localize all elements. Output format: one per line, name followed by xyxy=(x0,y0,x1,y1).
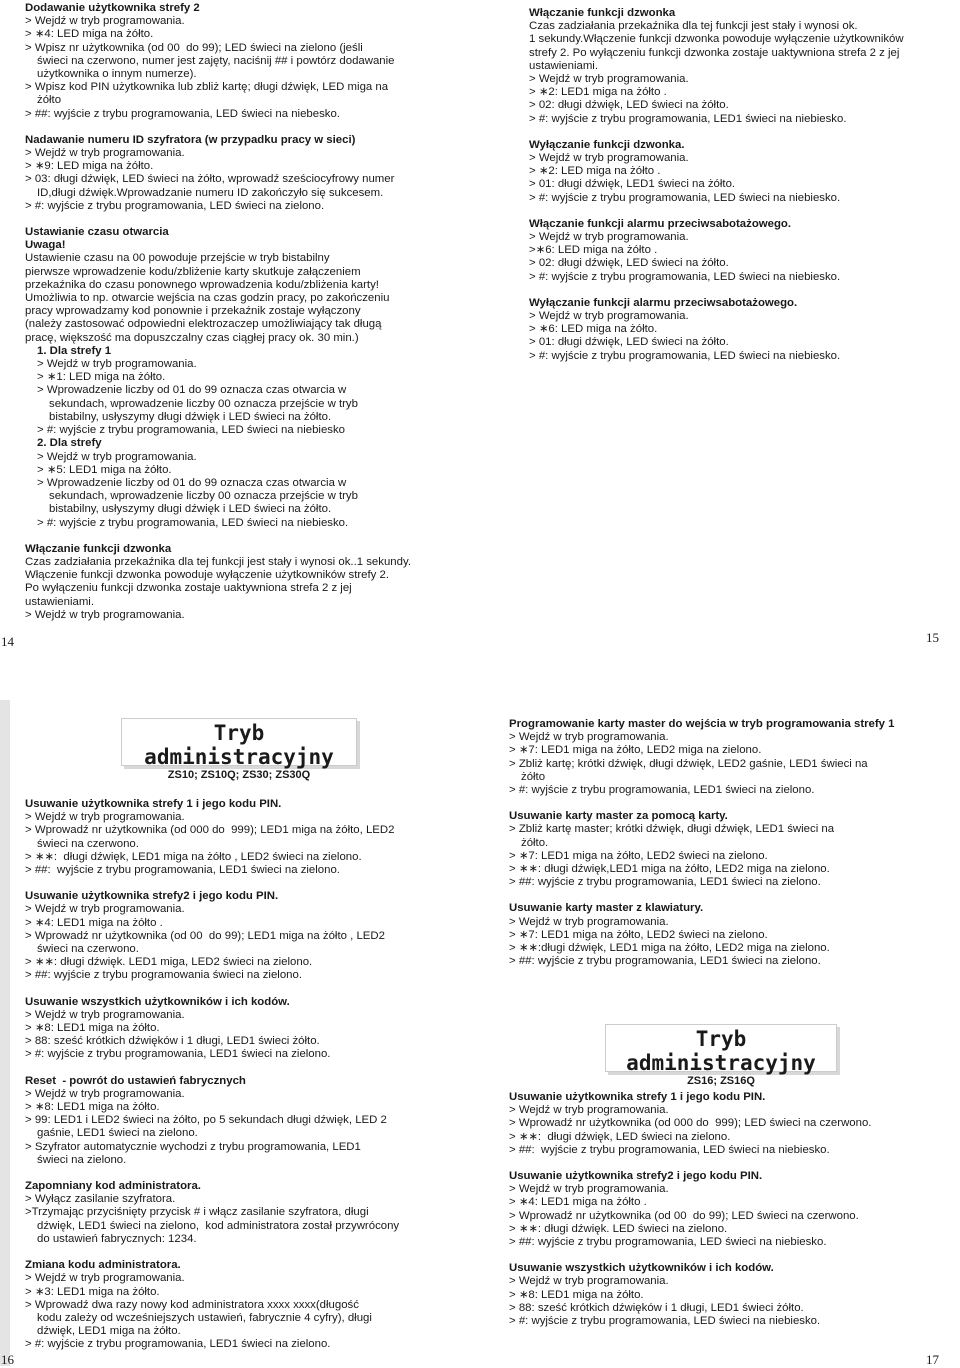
section-heading: Wyłączanie funkcji dzwonka. xyxy=(529,138,685,151)
text-line: gaśnie, LED1 świeci na zielono. xyxy=(37,1127,198,1140)
text-line: > ##: wyjście z trybu programowania, LED świeci na niebiesko. xyxy=(509,1143,830,1156)
section-heading: Wyłączanie funkcji alarmu przeciwsabotażowego. xyxy=(529,296,798,309)
text-line: > ∗∗: długi dźwięk. LED1 miga, LED2 świeci na zielono. xyxy=(25,956,313,969)
text-line: > ∗8: LED1 miga na żółto. xyxy=(509,1288,644,1301)
text-line: > ∗4: LED1 miga na żółto . xyxy=(25,916,163,929)
text-line: > Wprowadź dwa razy nowy kod administratora xxxx xxxx(długość xyxy=(25,1298,359,1311)
text-line: > ##: wyjście z trybu programowania, LED1 świeci na zielono. xyxy=(509,955,821,968)
section-heading: Usuwanie użytkownika strefy2 i jego kodu PIN. xyxy=(509,1170,763,1183)
text-line: > 88: sześć krótkich dźwięków i 1 długi, LED1 świeci żółto. xyxy=(509,1301,804,1314)
paragraph-gap xyxy=(25,213,465,226)
section-heading: Reset - powrót do ustawień fabrycznych xyxy=(25,1074,246,1087)
paragraph-gap xyxy=(25,877,475,890)
page-17-text-top xyxy=(509,718,954,968)
section-heading: 1. Dla strefy 1 xyxy=(37,344,112,357)
text-line: > Wprowadź nr użytkownika (od 000 do 999); LED1 miga na żółto, LED2 xyxy=(25,824,395,837)
text-line: strefy 2. Po wyłączeniu funkcji dzwonka zostaje uaktywniona strefa 2 z jej xyxy=(529,46,900,59)
text-line: > Wejdź w tryb programowania. xyxy=(25,1272,185,1285)
text-line: > 02: długi dźwięk, LED świeci na żółto. xyxy=(529,257,729,270)
text-line: ustawieniami. xyxy=(529,59,599,72)
text-line: > ∗5: LED1 miga na żółto. xyxy=(37,463,172,476)
section-heading: Zapomniany kod administratora. xyxy=(25,1180,201,1193)
section-heading: Włączanie funkcji alarmu przeciwsabotażowego. xyxy=(529,217,792,230)
text-line: > #: wyjście z trybu programowania, LED1 świeci na zielono. xyxy=(25,1048,331,1061)
text-line: > Wprowadź nr użytkownika (od 00 do 99); LED1 miga na żółto , LED2 xyxy=(25,929,385,942)
text-line: świeci na czerwono. xyxy=(37,837,139,850)
text-line: >Trzymając przyciśnięty przycisk # i włącz zasilanie szyfratora, długi xyxy=(25,1206,369,1219)
text-line: > 02: długi dźwięk, LED świeci na żółto. xyxy=(529,99,729,112)
text-line: > Zbliż kartę; krótki dźwięk, długi dźwięk, LED2 gaśnie, LED1 świeci na xyxy=(509,757,868,770)
text-line: świeci na zielono. xyxy=(37,1153,127,1166)
text-line: dźwięk, LED1 świeci na zielono, kod administratora został przywrócony xyxy=(37,1219,400,1232)
text-line: > ∗∗: długi dźwięk. LED świeci na zielono. xyxy=(509,1222,728,1235)
text-line: Czas zadziałania przekaźnika dla tej funkcji jest stały i wynosi ok..1 sekundy. xyxy=(25,555,411,568)
section-heading: Usuwanie użytkownika strefy 1 i jego kodu PIN. xyxy=(509,1091,766,1103)
paragraph-gap xyxy=(529,126,959,139)
paragraph-gap xyxy=(529,205,959,218)
text-line: dźwięk, LED1 miga na żółto. xyxy=(37,1325,181,1338)
text-line: sekundach, wprowadzenie liczby 00 oznacza przejście w tryb xyxy=(49,397,358,410)
text-line: Czas zadziałania przekaźnika dla tej funkcji jest stały i wynosi ok. xyxy=(529,20,858,33)
paragraph-gap xyxy=(25,1246,475,1259)
text-line: Po wyłączeniu funkcji dzwonka zostaje uaktywniona strefa 2 z jej xyxy=(25,582,352,595)
text-line: > ∗8: LED1 miga na żółto. xyxy=(25,1101,160,1114)
text-line: > Wejdź w tryb programowania. xyxy=(25,15,185,28)
text-line: > Wpisz nr użytkownika (od 00 do 99); LED świeci na zielono (jeśli xyxy=(25,41,363,54)
section-heading: Uwaga! xyxy=(25,239,66,252)
text-line: > ∗4: LED miga na żółto. xyxy=(25,28,154,41)
text-line: > Wejdź w tryb programowania. xyxy=(529,231,689,244)
paragraph-gap xyxy=(25,530,465,543)
page-17-header-box xyxy=(605,1024,837,1087)
section-heading: Ustawianie czasu otwarcia xyxy=(25,226,169,239)
text-line: > Wejdź w tryb programowania. xyxy=(37,358,197,371)
paragraph-gap xyxy=(509,889,954,902)
page-17-header-title: Tryb administracyjny xyxy=(626,1027,816,1075)
text-line: > Wejdź w tryb programowania. xyxy=(25,811,185,824)
text-line: > Wejdź w tryb programowania. xyxy=(25,903,185,916)
page-number-14: 14 xyxy=(1,634,14,649)
text-line: > #: wyjście z trybu programowania, LED świeci na niebiesko xyxy=(37,424,346,437)
paragraph-gap xyxy=(25,983,475,996)
page-15-text xyxy=(529,7,959,363)
paragraph-gap xyxy=(25,121,465,134)
section-heading: Zmiana kodu administratora. xyxy=(25,1259,181,1272)
text-line: > Wejdź w tryb programowania. xyxy=(509,731,669,744)
text-line: > Wprowadzenie liczby od 01 do 99 oznacza czas otwarcia w xyxy=(37,476,347,489)
section-heading: Usuwanie wszystkich użytkowników i ich kodów. xyxy=(25,995,290,1008)
page-number-17: 17 xyxy=(926,1352,939,1367)
text-line: > ∗9: LED miga na żółto. xyxy=(25,160,154,173)
text-line: przekaźnika do czasu ponownego wprowadzenia kodu/zbliżenia karty! xyxy=(25,278,379,291)
section-heading: Włączanie funkcji dzwonka xyxy=(25,542,172,555)
section-heading: Usuwanie wszystkich użytkowników i ich kodów. xyxy=(509,1262,774,1275)
text-line: > ##: wyjście z trybu programowania, LED1 świeci na zielono. xyxy=(509,876,821,889)
text-line: żółto xyxy=(37,94,62,107)
text-line: > 03: długi dźwięk, LED świeci na żółto, wprowadź sześciocyfrowy numer xyxy=(25,173,395,186)
text-line: > ##: wyjście z trybu programowania świeci na zielono. xyxy=(25,969,302,982)
text-line: > ∗∗: długi dźwięk,LED1 miga na żółto, LED2 miga na zielono. xyxy=(509,863,830,876)
text-line: > Wejdź w tryb programowania. xyxy=(25,147,185,160)
page-number-16: 16 xyxy=(1,1352,14,1367)
text-line: > Wejdź w tryb programowania. xyxy=(529,152,689,165)
text-line: > Wejdź w tryb programowania. xyxy=(529,310,689,323)
page-14-text xyxy=(25,2,465,622)
text-line: > 88: sześć krótkich dźwięków i 1 długi, LED1 świeci żółto. xyxy=(25,1035,320,1048)
text-line: > ∗6: LED miga na żółto. xyxy=(529,323,658,336)
text-line: żółto. xyxy=(521,836,549,849)
text-line: > ∗3: LED1 miga na żółto. xyxy=(25,1285,160,1298)
text-line: > ∗7: LED1 miga na żółto, LED2 świeci na zielono. xyxy=(509,849,768,862)
text-line: > Wpisz kod PIN użytkownika lub zbliż kartę; długi dźwięk, LED miga na xyxy=(25,81,389,94)
text-line: > ∗8: LED1 miga na żółto. xyxy=(25,1022,160,1035)
text-line: > 99: LED1 i LED2 świeci na żółto, po 5 sekundach długi dźwięk, LED 2 xyxy=(25,1114,387,1127)
text-line: > Wejdź w tryb programowania. xyxy=(25,1008,185,1021)
text-line: > Wprowadź nr użytkownika (od 000 do 999); LED świeci na czerwono. xyxy=(509,1117,872,1130)
text-line: świeci na czerwono. xyxy=(37,943,139,956)
text-line: > ∗1: LED miga na żółto. xyxy=(37,371,166,384)
text-line: żółto xyxy=(521,770,546,783)
text-line: ustawieniami. xyxy=(25,595,95,608)
text-line: >∗6: LED miga na żółto . xyxy=(529,244,658,257)
paragraph-gap xyxy=(25,1167,475,1180)
text-line: > #: wyjście z trybu programowania, LED1 świeci na zielono. xyxy=(25,1338,331,1351)
page-16-text xyxy=(25,798,475,1352)
text-line: 1 sekundy.Włączenie funkcji dzwonka powoduje wyłączenie użytkowników xyxy=(529,33,904,46)
text-line: > ##: wyjście z trybu programowania, LED świeci na niebiesko. xyxy=(509,1236,827,1249)
text-line: > Wejdź w tryb programowania. xyxy=(509,915,669,928)
text-line: Umożliwia to np. otwarcie wejścia na czas godzin pracy, po zakończeniu xyxy=(25,292,390,305)
text-line: użytkownika o innym numerze). xyxy=(37,68,197,81)
text-line: > ##: wyjście z trybu programowania, LED1 świeci na zielono. xyxy=(25,864,340,877)
text-line: > Wprowadzenie liczby od 01 do 99 oznacza czas otwarcia w xyxy=(37,384,347,397)
text-line: > ∗∗: długi dźwięk, LED1 miga na żółto , LED2 świeci na zielono. xyxy=(25,850,362,863)
section-heading: Usuwanie użytkownika strefy2 i jego kodu PIN. xyxy=(25,890,279,903)
text-line: > Zbliż kartę master; krótki dźwięk, długi dźwięk, LED1 świeci na xyxy=(509,823,835,836)
text-line: > #: wyjście z trybu programowania, LED świeci na niebiesko. xyxy=(529,349,841,362)
section-heading: Programowanie karty master do wejścia w tryb programowania strefy 1 xyxy=(509,718,895,730)
page-17-header-subtitle: ZS16; ZS16Q xyxy=(687,1075,755,1087)
text-line: > Wejdź w tryb programowania. xyxy=(37,450,197,463)
section-heading: Usuwanie karty master za pomocą karty. xyxy=(509,810,728,823)
text-line: > Wprowadź nr użytkownika (od 00 do 99); LED świeci na czerwono. xyxy=(509,1209,859,1222)
text-line: > #: wyjście z trybu programowania, LED1 świeci na niebiesko. xyxy=(529,112,847,125)
text-line: kodu zależy od wcześniejszych ustawień, fabrycznie 4 cyfry), długi xyxy=(37,1311,372,1324)
text-line: do ustawień fabrycznych: 1234. xyxy=(37,1232,197,1245)
section-heading: Usuwanie karty master z klawiatury. xyxy=(509,902,704,915)
text-line: > ∗4: LED1 miga na żółto . xyxy=(509,1196,647,1209)
text-line: > Wejdź w tryb programowania. xyxy=(509,1183,669,1196)
text-line: > Szyfrator automatycznie wychodzi z trybu programowania, LED1 xyxy=(25,1140,361,1153)
text-line: sekundach, wprowadzenie liczby 00 oznacza przejście w tryb xyxy=(49,490,358,503)
text-line: > Wejdź w tryb programowania. xyxy=(25,608,185,621)
text-line: > ∗∗:długi dźwięk, LED1 miga na żółto, LED2 miga na zielono. xyxy=(509,942,830,955)
section-heading: Włączanie funkcji dzwonka xyxy=(529,7,676,19)
page-16-header-subtitle: ZS10; ZS10Q; ZS30; ZS30Q xyxy=(167,769,311,781)
text-line: > ∗7: LED1 miga na żółto, LED2 świeci na zielono. xyxy=(509,928,768,941)
text-line: bistabilny, usłyszymy długi dźwięk i LED świeci na żółto. xyxy=(49,503,332,516)
text-line: pracę, większość ma dopuszczalny czas ciągłej pracy ok. 30 min.) xyxy=(25,331,359,344)
text-line: (należy zastosować odpowiedni elektrozaczep umożliwiający tak długą xyxy=(25,318,382,331)
section-heading: Usuwanie użytkownika strefy 1 i jego kodu PIN. xyxy=(25,798,282,810)
paragraph-gap xyxy=(25,1062,475,1075)
page-16-header-title: Tryb administracyjny xyxy=(144,721,334,769)
text-line: > #: wyjście z trybu programowania, LED1 świeci na zielono. xyxy=(509,784,815,797)
text-line: > ∗∗: długi dźwięk, LED świeci na zielono. xyxy=(509,1130,731,1143)
paragraph-gap xyxy=(509,1249,954,1262)
text-line: > #: wyjście z trybu programowania, LED świeci na niebiesko. xyxy=(529,270,841,283)
text-line: > #: wyjście z trybu programowania, LED świeci na niebiesko. xyxy=(529,191,841,204)
text-line: > Wejdź w tryb programowania. xyxy=(509,1275,669,1288)
page-number-15: 15 xyxy=(926,630,939,645)
text-line: > ∗7: LED1 miga na żółto, LED2 miga na zielono. xyxy=(509,744,762,757)
text-line: > Wejdź w tryb programowania. xyxy=(529,73,689,86)
text-line: > 01: długi dźwięk, LED1 świeci na żółto. xyxy=(529,178,736,191)
section-heading: 2. Dla strefy xyxy=(37,437,102,450)
text-line: > Wejdź w tryb programowania. xyxy=(509,1104,669,1117)
text-line: > #: wyjście z trybu programowania, LED świeci na niebiesko. xyxy=(37,516,349,529)
text-line: ID,długi dźwięk.Wprowadzanie numeru ID zakończyło się sukcesem. xyxy=(37,186,384,199)
section-heading: Nadawanie numeru ID szyfratora (w przypadku pracy w sieci) xyxy=(25,133,356,146)
text-line: > Wyłącz zasilanie szyfratora. xyxy=(25,1193,176,1206)
page-16-header-box xyxy=(121,718,357,781)
text-line: świeci na czerwono, numer jest zajęty, naciśnij ## i powtórz dodawanie xyxy=(37,54,395,67)
text-line: > #: wyjście z trybu programowania, LED świeci na zielono. xyxy=(25,199,325,212)
text-line: Włączenie funkcji dzwonka powoduje wyłączenie użytkowników strefy 2. xyxy=(25,569,390,582)
paragraph-gap xyxy=(509,797,954,810)
paragraph-gap xyxy=(509,1157,954,1170)
text-line: pierwsze wprowadzenie kodu/zbliżenie karty skutkuje załączeniem xyxy=(25,265,361,278)
left-margin-bar xyxy=(0,700,10,1366)
section-heading: Dodawanie użytkownika strefy 2 xyxy=(25,2,200,14)
text-line: bistabilny, usłyszymy długi dźwięk i LED świeci na żółto. xyxy=(49,410,332,423)
text-line: > 01: długi dźwięk, LED świeci na żółto. xyxy=(529,336,729,349)
page-17-text-bottom xyxy=(509,1091,954,1328)
text-line: pracy wprowadzamy kod ponownie i przekaźnik zostaje wyłączony xyxy=(25,305,361,318)
text-line: Ustawienie czasu na 00 powoduje przejście w tryb bistabilny xyxy=(25,252,330,265)
text-line: > Wejdź w tryb programowania. xyxy=(25,1087,185,1100)
text-line: > ∗2: LED1 miga na żółto . xyxy=(529,86,667,99)
text-line: > ##: wyjście z trybu programowania, LED świeci na niebesko. xyxy=(25,107,340,120)
text-line: > ∗2: LED miga na żółto . xyxy=(529,165,661,178)
text-line: > #: wyjście z trybu programowania, LED świeci na niebiesko. xyxy=(509,1315,821,1328)
paragraph-gap xyxy=(529,284,959,297)
